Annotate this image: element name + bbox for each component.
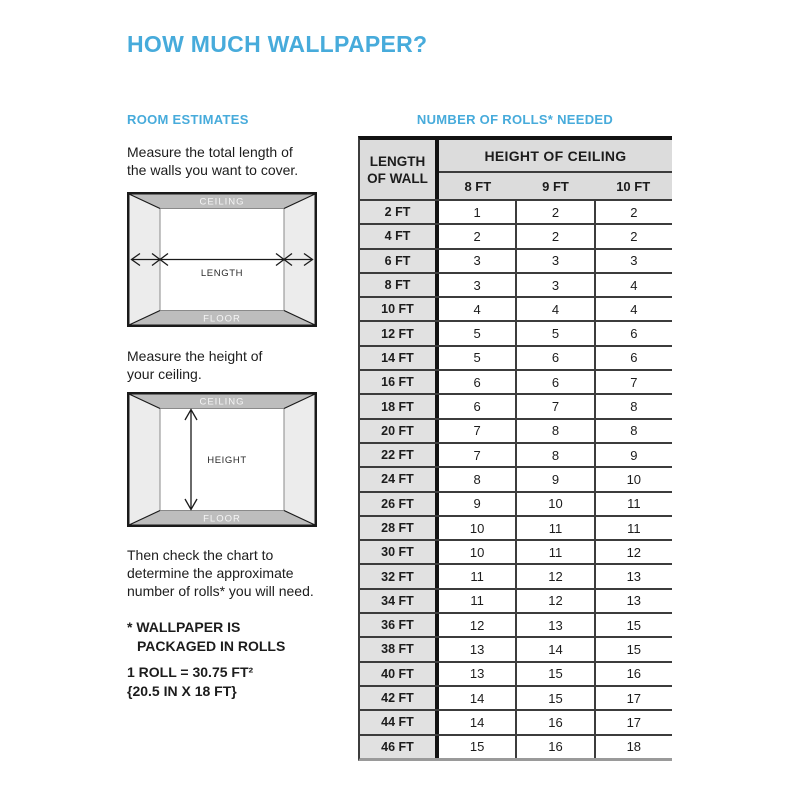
row-value: 12: [594, 541, 672, 563]
row-wall-label: 46 FT: [360, 736, 439, 758]
row-wall-label: 30 FT: [360, 541, 439, 563]
table-row: [360, 274, 672, 298]
row-value: 14: [439, 687, 515, 709]
row-value: 3: [515, 250, 593, 272]
text-line: Measure the height of: [127, 348, 263, 364]
row-value: 12: [515, 565, 593, 587]
table-row: [360, 371, 672, 395]
row-value: 15: [594, 614, 672, 636]
row-value: 15: [439, 736, 515, 758]
row-wall-label: 8 FT: [360, 274, 439, 296]
left-wall: [129, 394, 160, 525]
room-estimates-heading: ROOM ESTIMATES: [127, 112, 249, 127]
row-value: 6: [515, 347, 593, 369]
row-value: 4: [594, 298, 672, 320]
rolls-table-title: NUMBER OF ROLLS* NEEDED: [416, 112, 614, 127]
table-header: [360, 140, 672, 201]
row-wall-label: 14 FT: [360, 347, 439, 369]
corner-header-length-of-wall: [360, 140, 439, 199]
row-wall-label: 22 FT: [360, 444, 439, 466]
row-value: 3: [439, 250, 515, 272]
row-value: 15: [515, 687, 593, 709]
row-wall-label: 42 FT: [360, 687, 439, 709]
table-row: [360, 736, 672, 758]
text-line: 1 ROLL = 30.75 FT²: [127, 664, 254, 680]
right-wall: [284, 394, 315, 525]
floor-label: FLOOR: [203, 513, 241, 525]
row-value: 6: [594, 322, 672, 344]
row-value: 17: [594, 687, 672, 709]
row-value: 3: [594, 250, 672, 272]
text-line: LENGTH: [369, 153, 426, 169]
row-value: 16: [515, 736, 593, 758]
header-right-block: [439, 140, 672, 199]
row-value: 13: [439, 663, 515, 685]
text-line: * WALLPAPER IS: [127, 619, 241, 635]
table-row: [360, 541, 672, 565]
row-wall-label: 40 FT: [360, 663, 439, 685]
row-value: 13: [439, 638, 515, 660]
row-value: 1: [439, 201, 515, 223]
text-line: your ceiling.: [127, 366, 202, 382]
row-wall-label: 38 FT: [360, 638, 439, 660]
row-wall-label: 26 FT: [360, 493, 439, 515]
page-title: HOW MUCH WALLPAPER?: [127, 31, 428, 57]
row-value: 11: [594, 493, 672, 515]
row-value: 8: [439, 468, 515, 490]
rolls-table: [358, 136, 672, 761]
row-value: 15: [594, 638, 672, 660]
row-value: 8: [515, 444, 593, 466]
row-value: 11: [515, 541, 593, 563]
row-value: 3: [515, 274, 593, 296]
table-row: [360, 201, 672, 225]
column-headers-row: [439, 173, 672, 199]
row-value: 7: [439, 444, 515, 466]
text-line: OF WALL: [367, 170, 428, 186]
ceiling-label: CEILING: [199, 396, 245, 408]
row-value: 7: [515, 395, 593, 417]
row-value: 6: [439, 395, 515, 417]
table-row: [360, 614, 672, 638]
group-header-height-of-ceiling: HEIGHT OF CEILING: [439, 140, 672, 173]
row-value: 11: [594, 517, 672, 539]
col-header-8ft: 8 FT: [464, 178, 492, 194]
table-row: [360, 395, 672, 419]
row-value: 13: [594, 565, 672, 587]
row-value: 11: [515, 517, 593, 539]
row-value: 3: [439, 274, 515, 296]
table-row: [360, 298, 672, 322]
text-line: determine the approximate: [127, 565, 294, 581]
row-value: 9: [439, 493, 515, 515]
row-wall-label: 28 FT: [360, 517, 439, 539]
rolls-table-body: [360, 201, 672, 758]
row-value: 8: [594, 395, 672, 417]
row-wall-label: 18 FT: [360, 395, 439, 417]
row-value: 13: [515, 614, 593, 636]
row-value: 16: [515, 711, 593, 733]
table-row: [360, 493, 672, 517]
row-value: 14: [515, 638, 593, 660]
row-value: 5: [439, 347, 515, 369]
row-wall-label: 20 FT: [360, 420, 439, 442]
row-value: 2: [594, 225, 672, 247]
row-value: 12: [439, 614, 515, 636]
col-header-10ft: 10 FT: [616, 178, 651, 194]
roll-size-info: [127, 663, 333, 701]
row-value: 2: [594, 201, 672, 223]
row-wall-label: 16 FT: [360, 371, 439, 393]
row-wall-label: 32 FT: [360, 565, 439, 587]
check-chart-text: [127, 546, 333, 600]
text-line: the walls you want to cover.: [127, 162, 299, 178]
height-label: HEIGHT: [207, 455, 247, 466]
row-wall-label: 34 FT: [360, 590, 439, 612]
row-value: 4: [594, 274, 672, 296]
table-row: [360, 711, 672, 735]
row-wall-label: 6 FT: [360, 250, 439, 272]
row-value: 2: [439, 225, 515, 247]
table-row: [360, 565, 672, 589]
row-value: 16: [594, 663, 672, 685]
row-value: 9: [594, 444, 672, 466]
row-value: 11: [439, 565, 515, 587]
table-row: [360, 687, 672, 711]
row-value: 2: [515, 225, 593, 247]
row-value: 14: [439, 711, 515, 733]
row-wall-label: 2 FT: [360, 201, 439, 223]
table-row: [360, 322, 672, 346]
ceiling-label: CEILING: [199, 196, 245, 208]
table-row: [360, 638, 672, 662]
row-value: 18: [594, 736, 672, 758]
row-value: 15: [515, 663, 593, 685]
measure-height-text: [127, 347, 333, 383]
table-row: [360, 590, 672, 614]
table-row: [360, 225, 672, 249]
row-value: 10: [439, 517, 515, 539]
row-value: 8: [594, 420, 672, 442]
row-value: 10: [515, 493, 593, 515]
text-line: PACKAGED IN ROLLS: [137, 638, 286, 654]
table-row: [360, 347, 672, 371]
text-line: {20.5 IN X 18 FT}: [127, 683, 237, 699]
row-wall-label: 12 FT: [360, 322, 439, 344]
row-value: 17: [594, 711, 672, 733]
row-value: 5: [439, 322, 515, 344]
floor-label: FLOOR: [203, 313, 241, 325]
row-wall-label: 4 FT: [360, 225, 439, 247]
row-value: 10: [594, 468, 672, 490]
row-value: 11: [439, 590, 515, 612]
row-value: 8: [515, 420, 593, 442]
row-value: 2: [515, 201, 593, 223]
row-value: 10: [439, 541, 515, 563]
table-row: [360, 250, 672, 274]
row-wall-label: 10 FT: [360, 298, 439, 320]
row-value: 13: [594, 590, 672, 612]
table-row: [360, 444, 672, 468]
table-row: [360, 663, 672, 687]
text-line: Measure the total length of: [127, 144, 293, 160]
length-label: LENGTH: [200, 268, 244, 279]
row-value: 4: [439, 298, 515, 320]
row-value: 7: [439, 420, 515, 442]
row-value: 6: [439, 371, 515, 393]
room-diagram-height: [127, 392, 317, 527]
room-estimates-section: [127, 112, 333, 701]
row-wall-label: 24 FT: [360, 468, 439, 490]
row-value: 5: [515, 322, 593, 344]
row-value: 6: [515, 371, 593, 393]
row-value: 7: [594, 371, 672, 393]
table-row: [360, 468, 672, 492]
table-row: [360, 517, 672, 541]
room-diagram-length: [127, 192, 317, 327]
row-value: 9: [515, 468, 593, 490]
row-value: 12: [515, 590, 593, 612]
row-wall-label: 36 FT: [360, 614, 439, 636]
rolls-footnote: [127, 618, 333, 656]
text-line: number of rolls* you will need.: [127, 583, 314, 599]
table-row: [360, 420, 672, 444]
row-value: 4: [515, 298, 593, 320]
measure-length-text: [127, 143, 333, 179]
text-line: Then check the chart to: [127, 547, 274, 563]
row-value: 6: [594, 347, 672, 369]
col-header-9ft: 9 FT: [542, 178, 569, 194]
rolls-needed-section: [358, 112, 672, 761]
row-wall-label: 44 FT: [360, 711, 439, 733]
